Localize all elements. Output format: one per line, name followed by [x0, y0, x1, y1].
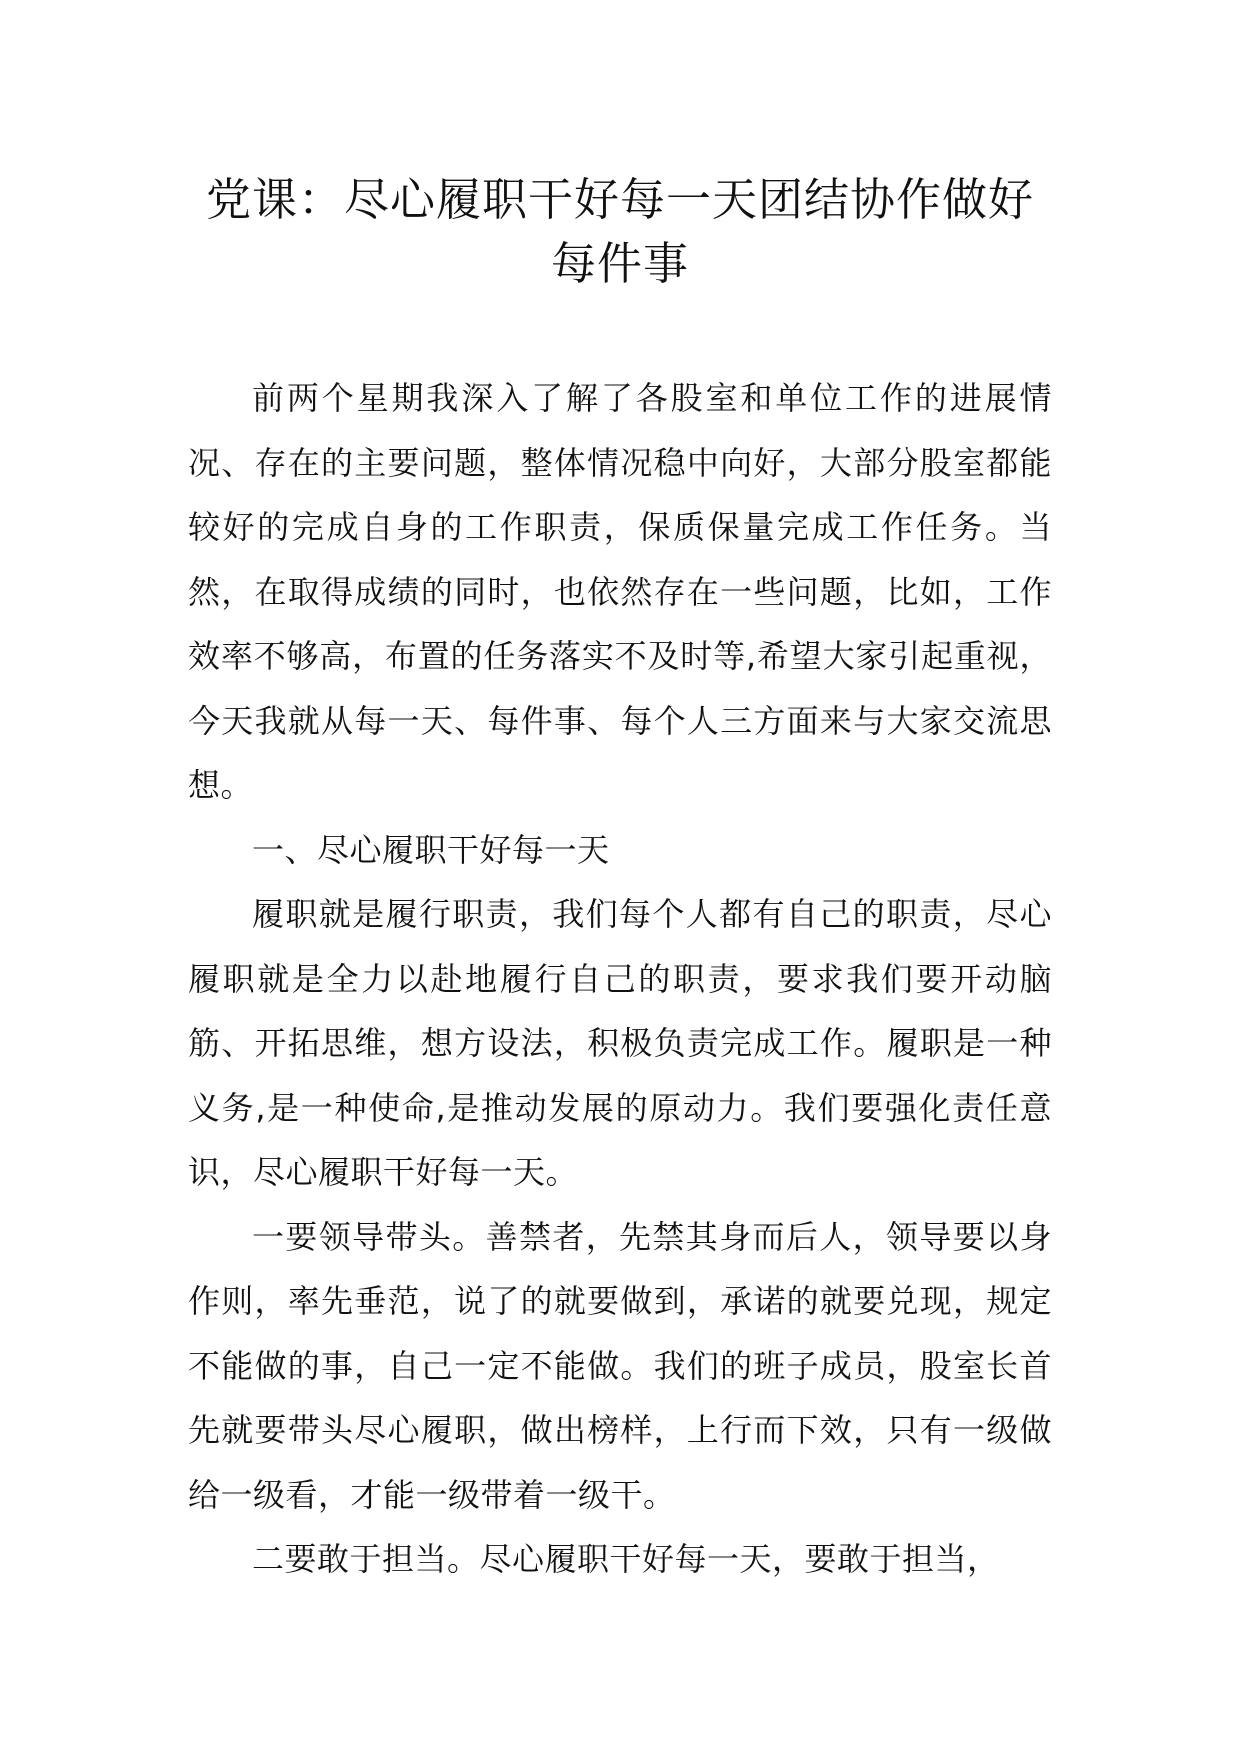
- intro-paragraph: 前两个星期我深入了解了各股室和单位工作的进展情况、存在的主要问题，整体情况稳中向好，大部分股室都能较好的完成自身的工作职责，保质保量完成工作任务。当然，在取得成绩的同时，也依然存在一些问题，比如，工作效率不够高，布置的任务落实不及时等,希望大家引起重视，今天我就从每一天、每件事、每个人三方面来与大家交流思想。: [188, 379, 1052, 804]
- section-heading-1: 一、尽心履职干好每一天: [252, 830, 610, 869]
- title-line-2: 每件事: [550, 237, 689, 290]
- document-title: [188, 168, 1052, 296]
- section-1-paragraph: 履职就是履行职责，我们每个人都有自己的职责，尽心履职就是全力以赴地履行自己的职责，要求我们要开动脑筋、开拓思维，想方设法，积极负责完成工作。履职是一种义务,是一种使命,是推动发展的原动力。我们要强化责任意识，尽心履职干好每一天。: [188, 895, 1052, 1191]
- point-2-paragraph: 二要敢于担当。尽心履职干好每一天，要敢于担当，: [252, 1540, 1000, 1578]
- document-body: [188, 366, 1052, 1592]
- title-line-1: 党课：尽心履职干好每一天团结协作做好: [205, 173, 1034, 226]
- point-1-paragraph: 一要领导带头。善禁者，先禁其身而后人，领导要以身作则，率先垂范，说了的就要做到，承诺的就要兑现，规定不能做的事，自己一定不能做。我们的班子成员，股室长首先就要带头尽心履职，做出榜样，上行而下效，只有一级做给一级看，才能一级带着一级干。: [188, 1217, 1052, 1514]
